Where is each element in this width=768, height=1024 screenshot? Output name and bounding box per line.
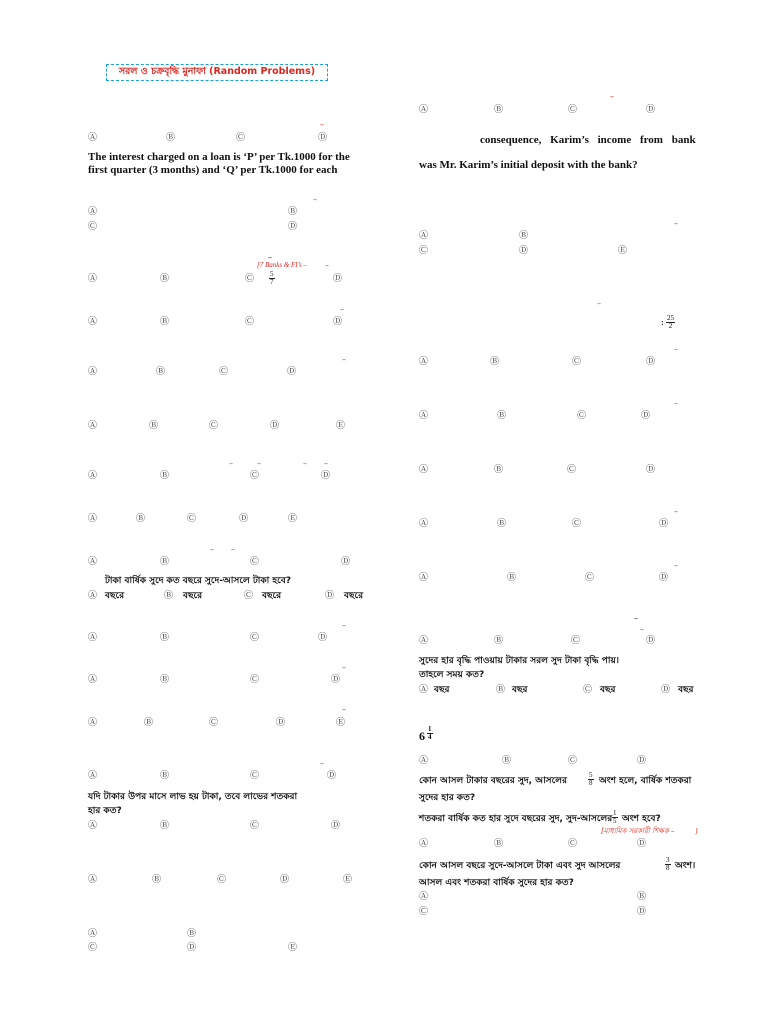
option-a-mark: Ⓐ [88, 133, 98, 143]
option-a-mark: Ⓐ [88, 317, 98, 327]
answer-dash: – [342, 705, 346, 714]
answer-dash: – [342, 621, 346, 630]
option-e-mark: Ⓔ [336, 421, 346, 431]
option-b-mark: Ⓑ [160, 274, 170, 284]
option-a-mark: Ⓐ [419, 839, 429, 849]
option-c-mark: Ⓒ [419, 907, 429, 917]
option-d-mark: Ⓓ [637, 756, 647, 766]
question-bangla-years: টাকা বার্ষিক সুদে কত বছরে সুদে-আসলে টাকা হবে? [105, 576, 291, 586]
option-c-mark: Ⓒ [250, 557, 260, 567]
option-b-text: বছর [512, 685, 528, 695]
option-d-mark: Ⓓ [270, 421, 280, 431]
mixed-number-fraction [427, 726, 433, 741]
option-d-mark: Ⓓ [646, 636, 656, 646]
option-a-mark: Ⓐ [88, 675, 98, 685]
option-c-text: বছরে [262, 591, 282, 601]
option-d-mark: Ⓓ [646, 465, 656, 475]
option-a-mark: Ⓐ [419, 411, 429, 421]
option-c-mark: Ⓒ [567, 465, 577, 475]
option-b-mark: Ⓑ [160, 557, 170, 567]
option-c-mark: Ⓒ [88, 222, 98, 232]
option-d-mark: Ⓓ [321, 471, 331, 481]
option-b-mark: Ⓑ [288, 207, 298, 217]
fraction-numerator: 5 [270, 270, 274, 278]
option-e-mark: Ⓔ [343, 875, 353, 885]
option-b-mark: Ⓑ [490, 357, 500, 367]
option-a-text: বছর [434, 685, 450, 695]
option-e-mark: Ⓔ [288, 943, 298, 953]
option-d-mark: Ⓓ [333, 274, 343, 284]
answer-dash: – [340, 305, 344, 314]
fraction-5-8 [588, 772, 594, 787]
option-a-mark: Ⓐ [88, 875, 98, 885]
option-a-mark: Ⓐ [88, 591, 98, 601]
option-b-text: বছরে [183, 591, 203, 601]
option-a-mark: Ⓐ [419, 685, 429, 695]
answer-dash: – [320, 759, 324, 768]
option-b-mark: Ⓑ [160, 771, 170, 781]
option-a-mark: Ⓐ [419, 573, 429, 583]
option-c-mark: Ⓒ [585, 573, 595, 583]
option-d-mark: Ⓓ [659, 519, 669, 529]
option-d-mark: Ⓓ [239, 514, 249, 524]
option-d-mark: Ⓓ [659, 573, 669, 583]
answer-dash: – [229, 459, 233, 468]
fraction-numerator: 3 [666, 856, 670, 864]
option-b-mark: Ⓑ [166, 133, 176, 143]
question-profit-line1: যদি টাকার উপর মাসে লাভ হয় টাকা, তবে লাভের শতকরা [88, 792, 298, 802]
option-a-mark: Ⓐ [88, 274, 98, 284]
option-b-mark: Ⓑ [494, 839, 504, 849]
fraction-numerator: 1 [613, 809, 617, 817]
answer-dash: – [342, 355, 346, 364]
option-a-mark: Ⓐ [88, 557, 98, 567]
option-b-mark: Ⓑ [136, 514, 146, 524]
answer-dash: – [674, 399, 678, 408]
fraction-5-7 [269, 271, 275, 286]
question-last-line2: আসল এবং শতকরা বার্ষিক সুদের হার কত? [419, 878, 574, 888]
option-b-mark: Ⓑ [502, 756, 512, 766]
option-d-text: বছরে [344, 591, 364, 601]
question-profit-line2: হার কত? [88, 806, 122, 816]
bar-line: – [634, 614, 638, 623]
question-interest-line1: The interest charged on a loan is ‘P’ per Tk.1000 for the [88, 151, 350, 163]
question-initial-deposit: was Mr. Karim’s initial deposit with the bank? [419, 159, 638, 171]
option-a-mark: Ⓐ [419, 105, 429, 115]
option-b-mark: Ⓑ [160, 317, 170, 327]
option-c-mark: Ⓒ [88, 943, 98, 953]
question-last-line1a: কোন আসল বছরে সুদে-আসলে টাকা এবং সুদ আসলের [419, 861, 621, 871]
option-d-mark: Ⓓ [661, 685, 671, 695]
option-b-mark: Ⓑ [637, 892, 647, 902]
option-e-mark: Ⓔ [336, 718, 346, 728]
fraction-denominator: 4 [428, 733, 432, 741]
fraction-prefix: : [661, 318, 664, 327]
option-d-mark: Ⓓ [325, 591, 335, 601]
option-b-mark: Ⓑ [156, 367, 166, 377]
option-c-mark: Ⓒ [568, 756, 578, 766]
option-d-mark: Ⓓ [646, 105, 656, 115]
answer-dash: – [303, 459, 307, 468]
answer-dash: – [674, 345, 678, 354]
question-principal-line1b: অংশ হলে, বার্ষিক শতকরা [599, 776, 692, 786]
option-b-mark: Ⓑ [160, 633, 170, 643]
answer-dash: – [257, 459, 261, 468]
option-a-mark: Ⓐ [419, 357, 429, 367]
option-c-mark: Ⓒ [571, 636, 581, 646]
option-d-mark: Ⓓ [333, 317, 343, 327]
option-a-mark: Ⓐ [419, 465, 429, 475]
option-c-mark: Ⓒ [219, 367, 229, 377]
option-c-mark: Ⓒ [244, 591, 254, 601]
option-b-mark: Ⓑ [164, 591, 174, 601]
answer-dash: – [210, 545, 214, 554]
mixed-number-whole: 6 [419, 729, 425, 743]
option-c-mark: Ⓒ [577, 411, 587, 421]
option-d-mark: Ⓓ [331, 675, 341, 685]
option-c-mark: Ⓒ [250, 675, 260, 685]
option-d-mark: Ⓓ [288, 222, 298, 232]
option-b-mark: Ⓑ [160, 675, 170, 685]
option-c-mark: Ⓒ [187, 514, 197, 524]
teacher-note: [মাধ্যমিক সরকারী শিক্ষক – [601, 827, 675, 835]
option-a-mark: Ⓐ [88, 929, 98, 939]
page-title: সরল ও চক্রবৃদ্ধি মুনাফা (Random Problems) [106, 64, 328, 81]
option-c-mark: Ⓒ [236, 133, 246, 143]
option-a-mark: Ⓐ [419, 231, 429, 241]
option-c-mark: Ⓒ [572, 357, 582, 367]
option-a-mark: Ⓐ [88, 421, 98, 431]
option-a-mark: Ⓐ [419, 636, 429, 646]
option-b-mark: Ⓑ [494, 105, 504, 115]
option-d-mark: Ⓓ [280, 875, 290, 885]
source-note: [7 Banks & FI’s – [257, 261, 308, 269]
option-b-mark: Ⓑ [497, 411, 507, 421]
option-d-mark: Ⓓ [646, 357, 656, 367]
option-d-mark: Ⓓ [331, 821, 341, 831]
option-b-mark: Ⓑ [160, 471, 170, 481]
option-a-text: বছরে [105, 591, 125, 601]
option-c-mark: Ⓒ [568, 105, 578, 115]
option-d-mark: Ⓓ [318, 633, 328, 643]
option-a-mark: Ⓐ [88, 207, 98, 217]
option-c-mark: Ⓒ [572, 519, 582, 529]
option-b-mark: Ⓑ [519, 231, 529, 241]
option-b-mark: Ⓑ [144, 718, 154, 728]
option-a-mark: Ⓐ [419, 519, 429, 529]
bar-line: – [268, 253, 272, 262]
option-d-mark: Ⓓ [637, 839, 647, 849]
option-e-mark: Ⓔ [288, 514, 298, 524]
fraction-numerator: 5 [589, 771, 593, 779]
option-d-mark: Ⓓ [641, 411, 651, 421]
option-d-mark: Ⓓ [637, 907, 647, 917]
option-b-mark: Ⓑ [494, 636, 504, 646]
question-rate-line2: তাহলে সময় কত? [419, 670, 485, 680]
option-c-mark: Ⓒ [250, 633, 260, 643]
option-b-mark: Ⓑ [497, 519, 507, 529]
option-a-mark: Ⓐ [88, 471, 98, 481]
option-b-mark: Ⓑ [149, 421, 159, 431]
fraction-denominator: 8 [589, 779, 593, 787]
option-b-mark: Ⓑ [507, 573, 517, 583]
option-c-mark: Ⓒ [250, 771, 260, 781]
question-percent-a: শতকরা বার্ষিক কত হার সুদে বছরের সুদ, সুদ-আসলের [419, 814, 613, 824]
teacher-note-end: ] [695, 827, 698, 835]
fraction-25-2 [666, 315, 675, 330]
question-principal-line2: সুদের হার কত? [419, 793, 476, 803]
option-c-mark: Ⓒ [209, 421, 219, 431]
option-a-mark: Ⓐ [88, 367, 98, 377]
option-d-mark: Ⓓ [318, 133, 328, 143]
fraction-1-5 [612, 810, 618, 825]
fraction-3-8 [665, 857, 671, 872]
option-b-mark: Ⓑ [152, 875, 162, 885]
option-a-mark: Ⓐ [419, 756, 429, 766]
fraction-numerator: 1 [428, 725, 432, 733]
option-c-text: বছর [600, 685, 616, 695]
question-rate-line1: সুদের হার বৃদ্ধি পাওয়ায় টাকার সরল সুদ টাকা বৃদ্ধি পায়। [419, 656, 619, 666]
option-d-mark: Ⓓ [519, 246, 529, 256]
answer-dash: – [674, 219, 678, 228]
fraction-denominator: 2 [668, 322, 673, 330]
fraction-denominator: 8 [666, 864, 670, 872]
option-d-mark: Ⓓ [341, 557, 351, 567]
option-c-mark: Ⓒ [209, 718, 219, 728]
fraction-denominator: 5 [613, 817, 617, 825]
answer-dash: – [610, 92, 614, 101]
option-a-mark: Ⓐ [419, 892, 429, 902]
option-c-mark: Ⓒ [245, 317, 255, 327]
option-c-mark: Ⓒ [250, 821, 260, 831]
option-c-mark: Ⓒ [419, 246, 429, 256]
answer-dash: – [674, 561, 678, 570]
answer-dash: – [597, 299, 601, 308]
option-d-mark: Ⓓ [276, 718, 286, 728]
option-b-mark: Ⓑ [187, 929, 197, 939]
option-d-mark: Ⓓ [287, 367, 297, 377]
option-c-mark: Ⓒ [245, 274, 255, 284]
question-percent-b: অংশ হবে? [622, 814, 661, 824]
answer-dash: – [231, 545, 235, 554]
option-d-text: বছর [678, 685, 694, 695]
option-b-mark: Ⓑ [496, 685, 506, 695]
option-a-mark: Ⓐ [88, 821, 98, 831]
option-c-mark: Ⓒ [217, 875, 227, 885]
option-e-mark: Ⓔ [618, 246, 628, 256]
option-c-mark: Ⓒ [583, 685, 593, 695]
fraction-numerator: 25 [667, 314, 674, 322]
option-d-mark: Ⓓ [187, 943, 197, 953]
answer-dash: – [674, 507, 678, 516]
answer-dash: – [325, 261, 329, 270]
answer-dash: – [640, 625, 644, 634]
option-c-mark: Ⓒ [568, 839, 578, 849]
answer-dash: – [320, 120, 324, 129]
option-a-mark: Ⓐ [88, 718, 98, 728]
question-consequence-line: consequence, Karim’s income from bank [480, 134, 696, 146]
option-d-mark: Ⓓ [327, 771, 337, 781]
option-b-mark: Ⓑ [160, 821, 170, 831]
option-a-mark: Ⓐ [88, 514, 98, 524]
answer-dash: – [313, 195, 317, 204]
option-a-mark: Ⓐ [88, 771, 98, 781]
question-last-line1b: অংশ। [675, 861, 696, 871]
option-a-mark: Ⓐ [88, 633, 98, 643]
option-b-mark: Ⓑ [494, 465, 504, 475]
question-principal-line1a: কোন আসল টাকার বছরের সুদ, আসলের [419, 776, 567, 786]
fraction-denominator: 7 [270, 278, 274, 286]
answer-dash: – [324, 459, 328, 468]
answer-dash: – [342, 663, 346, 672]
question-interest-line2: first quarter (3 months) and ‘Q’ per Tk.1000 for each [88, 164, 338, 176]
option-c-mark: Ⓒ [250, 471, 260, 481]
